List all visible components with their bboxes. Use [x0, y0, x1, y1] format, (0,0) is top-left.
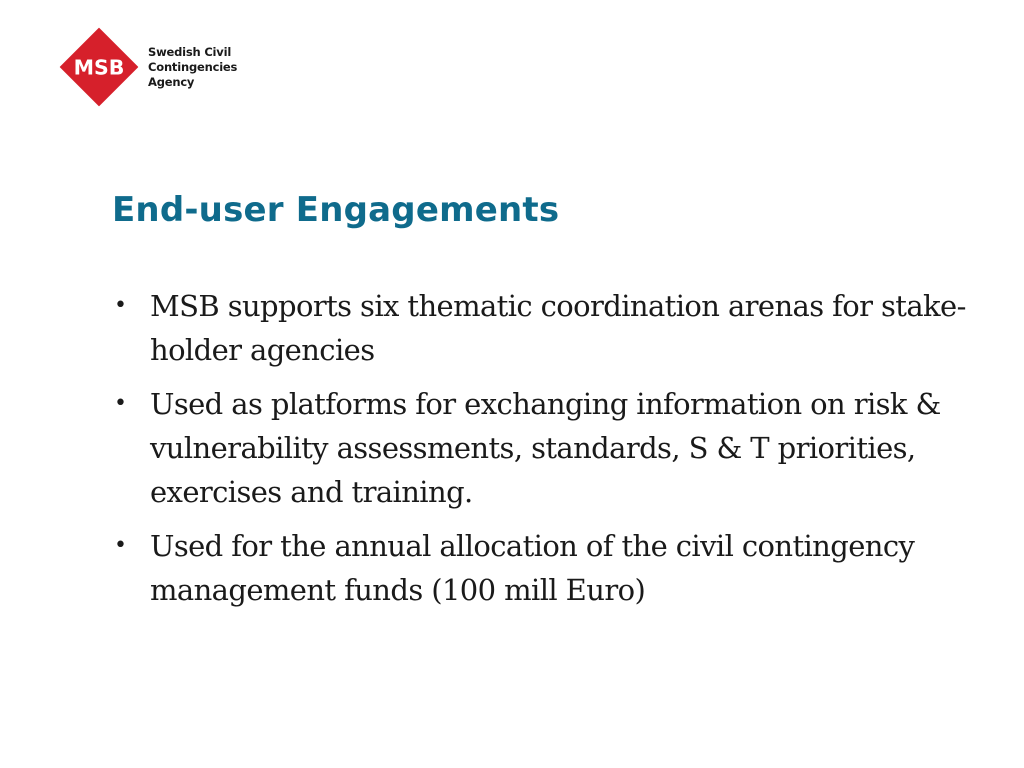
bullet-item	[112, 524, 992, 612]
bullet-text: Used for the annual allocation of the civil contingency management funds (100 mill Euro)	[150, 529, 915, 607]
slide-title: End-user Engagements	[112, 190, 560, 230]
logo-org-name	[148, 45, 237, 90]
bullet-text: MSB supports six thematic coordination arenas for stake-holder agencies	[150, 289, 966, 367]
bullet-item	[112, 382, 992, 514]
msb-logo	[58, 26, 237, 108]
logo-org-line: Contingencies	[148, 59, 238, 74]
msb-logo-mark	[58, 26, 140, 108]
bullet-list	[112, 284, 992, 622]
logo-mark-text: MSB	[73, 55, 125, 80]
bullet-dot-icon: •	[114, 391, 127, 416]
bullet-item	[112, 284, 992, 372]
logo-org-line: Agency	[148, 74, 195, 89]
bullet-dot-icon: •	[114, 293, 127, 318]
bullet-text: Used as platforms for exchanging information on risk & vulnerability assessments, standards, S & T priorities, exercises and training.	[150, 387, 941, 509]
logo-org-line: Swedish Civil	[148, 44, 232, 59]
bullet-dot-icon: •	[114, 533, 127, 558]
